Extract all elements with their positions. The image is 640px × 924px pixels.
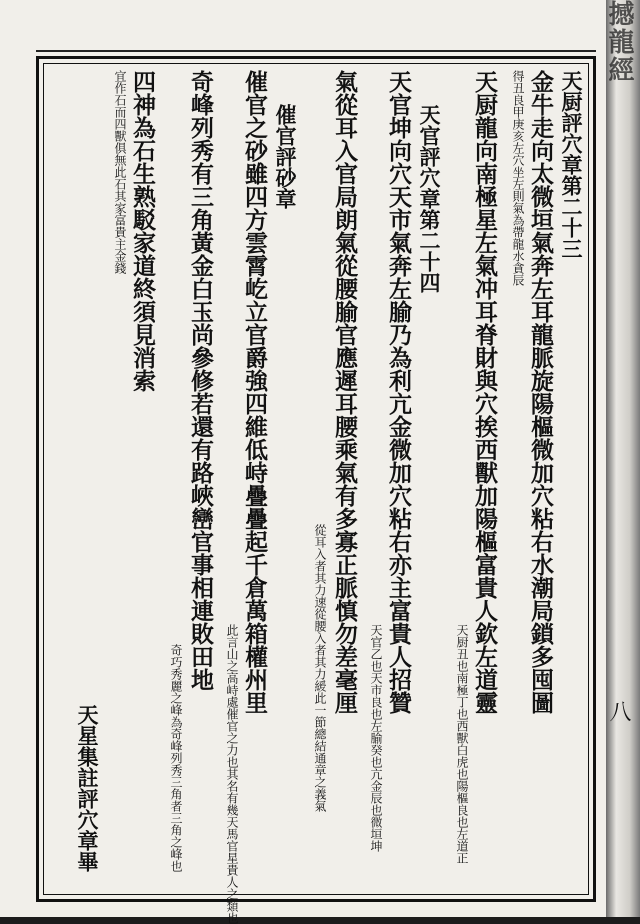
- text-column-3: 天厨龍向南極星左氣冲耳脊財與穴挨西獸加陽樞富貴人欽左道靈: [471, 70, 498, 714]
- annotation-column-3: 天厨丑也南極丁也西獸白虎也陽樞良也左道正: [455, 624, 469, 864]
- chapter-title-23: 天厨評穴章第二十三: [559, 70, 584, 259]
- text-frame-inner: [43, 63, 589, 924]
- closing-title: 天星集註評穴章畢: [75, 704, 100, 872]
- annotation-column-5: 天官乙也天市良也左腧癸也亢金辰也微垣坤: [369, 624, 383, 852]
- folio-number: 八: [606, 700, 631, 722]
- top-rule: [36, 50, 596, 52]
- book-spine-edge: [606, 0, 640, 917]
- text-column-6: 氣從耳入官局朗氣從腰腧官應遲耳腰乘氣有多寡正脈慎勿差毫厘: [331, 70, 358, 714]
- section-title-sand: 催官評砂章: [273, 104, 298, 209]
- annotation-column-10: 宜作石而四獸俱無此石其家富貴主金錢: [113, 70, 127, 274]
- text-column-5: 天官坤向穴天市氣奔左腧乃為利亢金微加穴粘右亦主富貴人招贊: [385, 70, 412, 714]
- annotation-column-6: 從耳入者其力速從腰入者其力緩此一節總結通章之義氣: [313, 524, 327, 812]
- text-column-10: 四神為石生熟駁家道終須見消索: [129, 70, 156, 392]
- text-column-8: 催官之砂雖四方雲霄屹立官爵強四維低峙疊疊起千倉萬箱權州里: [241, 70, 268, 714]
- chapter-title-24: 天官評穴章第二十四: [417, 104, 442, 293]
- annotation-column-9: 奇巧秀麗之峰為奇峰列秀三角者三角之峰也: [169, 644, 183, 872]
- text-column-2: 金牛走向太微垣氣奔左耳龍脈旋陽樞微加穴粘右水潮局鎖多囤圖: [527, 70, 554, 714]
- text-column-9: 奇峰列秀有三角黃金白玉尚參修若還有路峽巒官事相連敗田地: [187, 70, 214, 691]
- annotation-column-2: 得丑良甲庚亥左穴坐左則氣為帶龍水貪辰: [511, 70, 525, 286]
- text-frame: [36, 56, 596, 924]
- annotation-column-8: 此言山之高峙處催官之力也其名有幾天馬官星貴人之類也: [225, 624, 239, 924]
- book-side-title: 撼龍經: [604, 0, 634, 84]
